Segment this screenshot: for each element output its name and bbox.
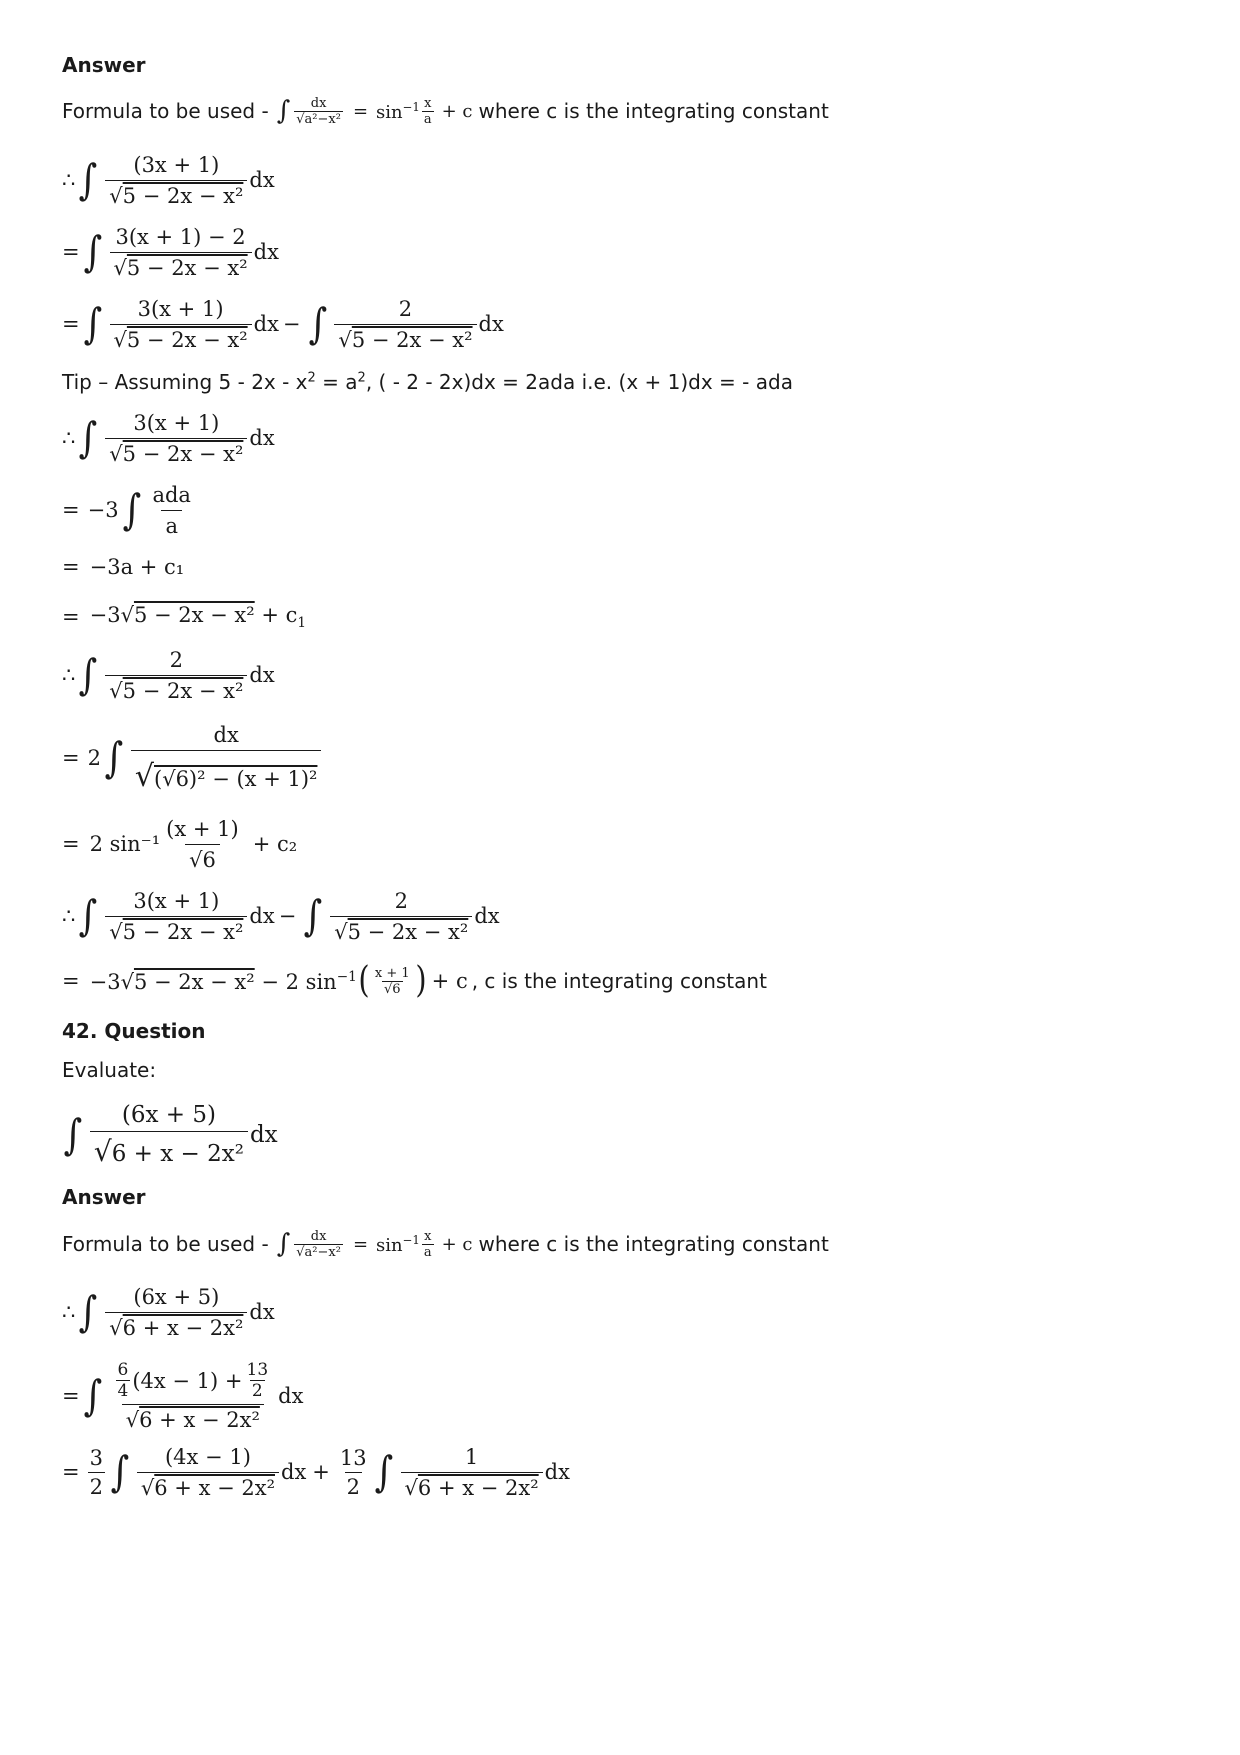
- step-11: ∴ ∫ $\frac{3(x + 1)}{\text{√5 − 2x − x²}}$ dx − ∫ $\frac{2}{\text{√5 − 2x − x²}}$ dx: [62, 888, 500, 944]
- formula-suffix: where c is the integrating constant: [478, 99, 829, 123]
- formula-prefix: Formula to be used -: [62, 99, 269, 123]
- step-1: ∴ ∫ $\frac{(3x + 1)}{\text{√5 − 2x − x²}}$ dx: [62, 152, 275, 208]
- step-4: ∴ ∫ $\frac{3(x + 1)}{\text{√5 − 2x − x²}}$ dx: [62, 410, 275, 466]
- formula-fraction: $\frac{dx}{\text{√a²−x²}}$: [296, 95, 341, 127]
- formula-line-2: Formula to be used - ∫ $\frac{dx}{\text{√a²−x²}}$ = $\sin^{-1}$ $\frac{x}{a}$ + c where c is the integrating constant: [62, 1228, 829, 1260]
- step-9: = 2 ∫ $\frac{dx}{\text{√(√6)² − (x + 1)²}}$: [62, 715, 323, 801]
- question-heading: 42. Question: [62, 1019, 206, 1043]
- step-q3: = $\frac{3}{2}$ ∫ $\frac{(4x - 1)}{\text{√6 + x − 2x²}}$ dx + $\frac{13}{2}$ ∫ $\frac{1}{\text{√6 + x − 2x²}}$ dx: [62, 1444, 570, 1500]
- answer-heading: Answer: [62, 53, 146, 77]
- step-8: ∴ ∫ $\frac{2}{\text{√5 − 2x − x²}}$ dx: [62, 647, 275, 703]
- step-6: = −3a + c₁: [62, 555, 185, 579]
- step-q1: ∴ ∫ $\frac{(6x + 5)}{\text{√6 + x − 2x²}}$ dx: [62, 1284, 275, 1340]
- integral-sign: ∫: [276, 96, 291, 126]
- tip-line: Tip – Assuming $5 - 2x - x^2 = a^2$, ( - 2 - 2x)dx = 2ada i.e. (x + 1)dx = - ada: [62, 370, 793, 394]
- formula-line: Formula to be used - ∫ $\frac{dx}{\text{√a²−x²}}$ = $\sin^{-1}$ $\frac{x}{a}$ + c where c is the integrating constant: [62, 95, 829, 127]
- step-5: = −3 ∫ $\frac{\text{ada}}{a}$: [62, 482, 191, 538]
- evaluate-label: Evaluate:: [62, 1058, 157, 1082]
- question-integral: ∫ $\frac{(6x + 5)}{\text{√6 + x − 2x²}}$ dx: [63, 1102, 278, 1168]
- step-q2: = ∫ $\frac{6}{4}$ (4x − 1) + $\frac{13}{2}$ √6 + x − 2x² dx: [62, 1360, 304, 1432]
- step-12-final: = −3√5 − 2x − x² − 2 $\sin^{-1}$ ( $\frac{x + 1}{√6}$ ) + c , c is the integrating constant: [62, 960, 767, 1001]
- step-3: = ∫ $\frac{3(x + 1)}{\text{√5 − 2x − x²}}$ dx − ∫ $\frac{2}{\text{√5 − 2x − x²}}$ dx: [62, 296, 504, 352]
- step-2: = ∫ $\frac{3(x + 1) - 2}{\text{√5 − 2x − x²}}$ dx: [62, 224, 279, 280]
- step-10: = 2 sin⁻¹ $\frac{(x + 1)}{√6}$ + c₂: [62, 816, 298, 872]
- step-7: = $-3√5 - 2x - x^2 + c_1$: [62, 602, 307, 632]
- answer-heading-2: Answer: [62, 1185, 146, 1209]
